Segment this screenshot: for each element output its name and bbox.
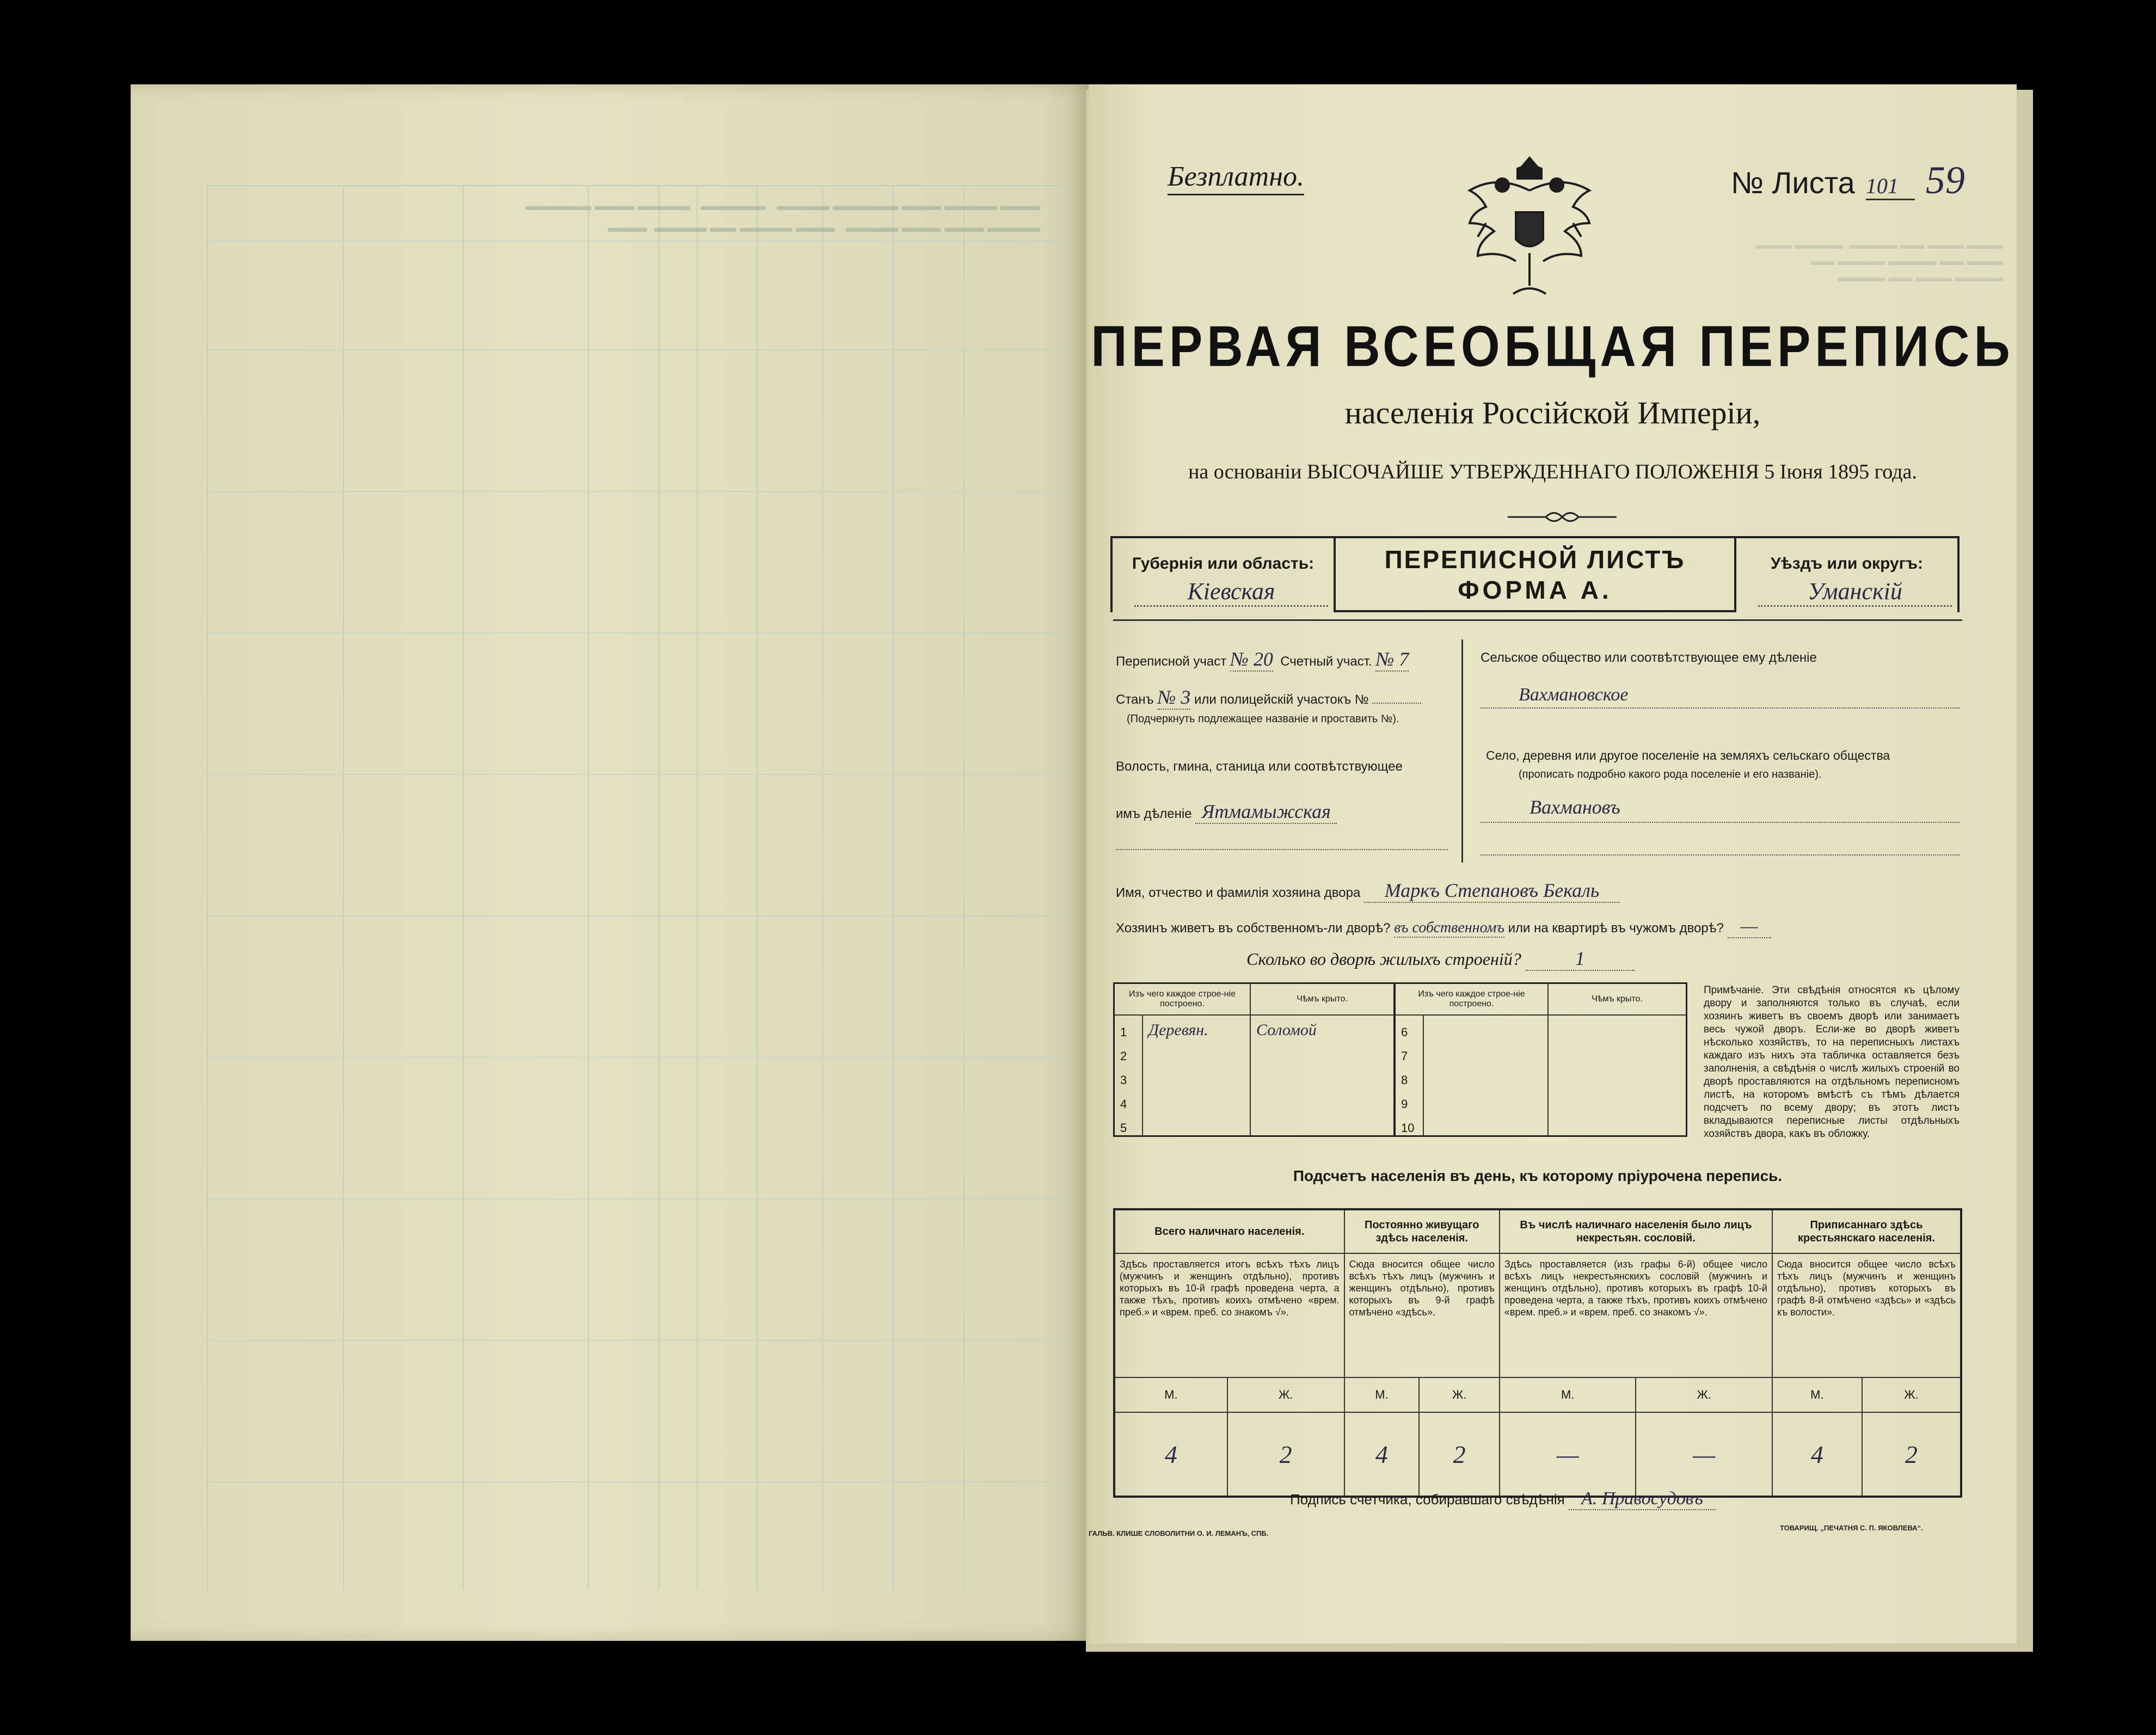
imperial-eagle-emblem: [1464, 152, 1595, 305]
county-value: Уманскій: [1758, 577, 1952, 607]
registered-female-value: 2: [1905, 1440, 1918, 1468]
province-label: Губернія или область:: [1132, 555, 1315, 573]
buildings-note: Примѣчаніе. Эти свѣдѣнія относятся къ цѣлому двору и заполняются только въ случаѣ, если хозяинъ живетъ въ своемъ дворѣ или занимаетъ весь чужой дворъ. Если-же во дворѣ живетъ нѣсколько хозяйствъ, то на переписныхъ листахъ каждаго изъ нихъ эта табличка оставляется безъ заполненія, а свѣдѣнія о числѣ жилыхъ строеній во дворѣ проставляются на отдѣльномъ переписномъ листѣ, на которомъ вмѣстѣ съ тѣмъ дѣлается подсчетъ по всему двору; въ этотъ листъ вкладываются переписные листы отдѣльныхъ хозяйствъ двора, какъ въ обложку.: [1704, 985, 1960, 1140]
buildings-count-line: Сколько во дворѣ жилыхъ строеній? 1: [1246, 947, 1635, 971]
total-male-value: 4: [1164, 1440, 1177, 1468]
population-sex-headers: М. Ж. М. Ж. М. Ж. М. Ж.: [1114, 1377, 1961, 1412]
population-heading: Подсчетъ населенія въ день, къ которому пріурочена перепись.: [1293, 1167, 1783, 1184]
population-table: [1113, 1208, 1962, 1498]
left-page: ▬▬▬ ▬▬▬▬ ▬▬▬ ▬▬▬▬▬ ▬▬▬▬ ▬▬▬▬▬ ▬▬▬▬ ▬▬▬ ▬▬▬▬▬ ▬▬▬▬ ▬▬▬ ▬▬▬ ▬▬▬▬ ▬▬▬ ▬▬▬▬ ▬▬ ▬▬▬▬ ▬▬▬: [131, 84, 1091, 1641]
section-column-divider: [1461, 639, 1463, 863]
society-label: Сельское общество или соотвѣтствующее ему дѣленіе: [1481, 650, 1817, 665]
non-peasant-female-value: —: [1693, 1440, 1716, 1468]
village-line: [1481, 796, 1620, 819]
sheet-number-value: 101: [1866, 173, 1915, 200]
census-subtitle: населенія Россійской Имперіи,: [1344, 395, 1761, 430]
owner-residence-value: въ собственномъ: [1394, 919, 1504, 936]
form-title: ПЕРЕПИСНОЙ ЛИСТЪ: [1384, 545, 1686, 574]
building-material-value: Деревян.: [1148, 1021, 1208, 1039]
counting-district-number: № 7: [1375, 648, 1409, 670]
population-group-titles: Всего наличнаго населенія. Постоянно живущаго здѣсь населенія. Въ числѣ наличнаго населенія было лицъ некрестьян. сословій. Приписаннаго здѣсь крестьянскаго населенія.: [1114, 1209, 1961, 1253]
sheet-number: [1731, 158, 1965, 203]
registered-male-value: 4: [1810, 1440, 1823, 1468]
owner-name-value: Маркъ Степановъ Бекаль: [1384, 879, 1600, 901]
table-row: 2 7: [1114, 1039, 1687, 1063]
village-note: (прописать подробно какого рода поселеніе и его названіе).: [1519, 768, 1822, 780]
province-value: Кіевская: [1134, 577, 1328, 607]
society-value: Вахмановское: [1519, 685, 1629, 705]
right-page: ▬▬▬ ▬▬▬ ▬▬ ▬▬▬▬ ▬▬▬▬ ▬▬▬ ▬▬▬ ▬▬ ▬▬▬▬ ▬▬▬▬ ▬▬ ▬▬▬▬ ▬▬▬ ▬▬ ▬▬▬▬: [1089, 84, 2017, 1644]
header-boxes: [1110, 536, 1960, 618]
permanent-male-value: 4: [1375, 1440, 1388, 1468]
volost-label: Волость, гмина, станица или соотвѣтствующее: [1116, 759, 1403, 774]
non-peasant-male-value: —: [1556, 1440, 1579, 1468]
buildings-count-value: 1: [1575, 948, 1585, 969]
total-female-value: 2: [1279, 1440, 1292, 1468]
county-label: Уѣздъ или округъ:: [1770, 555, 1924, 573]
table-row: 3 8: [1114, 1063, 1687, 1087]
section-rule: [1113, 619, 1962, 621]
county-box: [1736, 536, 1960, 612]
ornament-divider: [1508, 509, 1617, 525]
owner-name-line: Имя, отчество и фамилія хозяина двора Маркъ Степановъ Бекаль: [1116, 879, 1620, 903]
permanent-female-value: 2: [1453, 1440, 1466, 1468]
population-values: [1114, 1412, 1961, 1497]
left-page-ruled-grid: [207, 185, 1067, 1590]
owner-apartment-value: —: [1740, 915, 1758, 937]
society-line: [1481, 685, 1960, 705]
buildings-table-header: Изъ чего каждое строе-ніе построено. Чѣмъ крыто. Изъ чего каждое строе-ніе построено. Чѣмъ крыто.: [1114, 983, 1687, 1016]
village-value: Вахмановъ: [1530, 796, 1620, 818]
village-label: Село, деревня или другое поселеніе на земляхъ сельскаго общества: [1486, 748, 1890, 762]
stan-line: Станъ № 3 или полицейскій участокъ №: [1116, 686, 1421, 710]
owner-residence-line: Хозяинъ живетъ въ собственномъ-ли дворѣ? въ собственномъ или на квартирѣ въ чужомъ дворѣ? —: [1116, 914, 1771, 938]
table-row: 5 10: [1114, 1111, 1687, 1136]
form-title-box: [1334, 536, 1736, 612]
free-of-charge-label: Безплатно.: [1168, 161, 1304, 195]
census-district-line: Переписной участ № 20 Счетный участ. № 7: [1116, 648, 1409, 672]
stan-number: № 3: [1157, 686, 1191, 708]
enumerator-signature: А. Правосудовъ: [1581, 1488, 1703, 1509]
province-box: [1110, 536, 1334, 612]
census-basis: на основаніи ВЫСОЧАЙШЕ УТВЕРЖДЕННАГО ПОЛОЖЕНІЯ 5 Іюня 1895 года.: [1188, 460, 1917, 483]
stan-note: (Подчеркнуть подлежащее названіе и проставить №).: [1127, 713, 1399, 725]
building-roof-value: Соломой: [1256, 1021, 1317, 1039]
enumerator-signature-line: Подпись счетчика, собиравшаго свѣдѣнія А. Правосудовъ: [1290, 1488, 1716, 1510]
table-row: 4 9: [1114, 1087, 1687, 1111]
census-title: ПЕРВАЯ ВСЕОБЩАЯ ПЕРЕПИСЬ: [1091, 315, 2014, 379]
form-subtitle: ФОРМА А.: [1458, 576, 1612, 604]
sheet-number-label: № Листа: [1731, 165, 1855, 200]
imprint-left: ГАЛЬВ. КЛИШЕ СЛОВОЛИТНИ О. И. ЛЕМАНЪ, СПБ.: [1089, 1529, 1269, 1537]
volost-value: Ятмамыжская: [1201, 801, 1331, 822]
population-group-descriptions: Здѣсь проставляется итогъ всѣхъ тѣхъ лицъ (мужчинъ и женщинъ отдѣльно), противъ которыхъ въ 10-й графѣ проведена черта, а также тѣхъ, противъ коихъ отмѣчено «врем. преб.» и «врем. преб. со знакомъ √». Сюда вносится общее число всѣхъ тѣхъ лицъ (мужчинъ и женщинъ отдѣльно), противъ которыхъ въ 9-й графѣ отмѣчено «здѣсь». Здѣсь проставляется (изъ графы 6-й) общее число всѣхъ лицъ некрестьянскихъ сословій (мужчинъ и женщинъ отдѣльно), противъ которыхъ въ графѣ 10-й проведена черта, а также тѣхъ, противъ коихъ отмѣчено «врем. преб.» и «врем. преб. со знакомъ √». Сюда вносится общее число всѣхъ тѣхъ лицъ (мужчинъ и женщинъ отдѣльно), противъ которыхъ въ графѣ 8-й отмѣчено «здѣсь» и «здѣсь къ волости».: [1114, 1253, 1961, 1377]
volost-line: имъ дѣленіе Ятмамыжская: [1116, 800, 1337, 824]
sheet-number-handwritten: 59: [1925, 158, 1965, 202]
bleed-through-text: ▬▬▬ ▬▬▬▬ ▬▬▬ ▬▬▬▬▬ ▬▬▬▬ ▬▬▬▬▬ ▬▬▬▬ ▬▬▬ ▬▬▬▬▬: [525, 199, 1040, 213]
buildings-table: [1113, 982, 1687, 1137]
census-district-number: № 20: [1230, 648, 1273, 670]
table-row: 1 Деревян. Соломой 6: [1114, 1015, 1687, 1039]
imprint-right: ТОВАРИЩ. „ПЕЧАТНЯ С. П. ЯКОВЛЕВА“.: [1780, 1524, 1923, 1532]
